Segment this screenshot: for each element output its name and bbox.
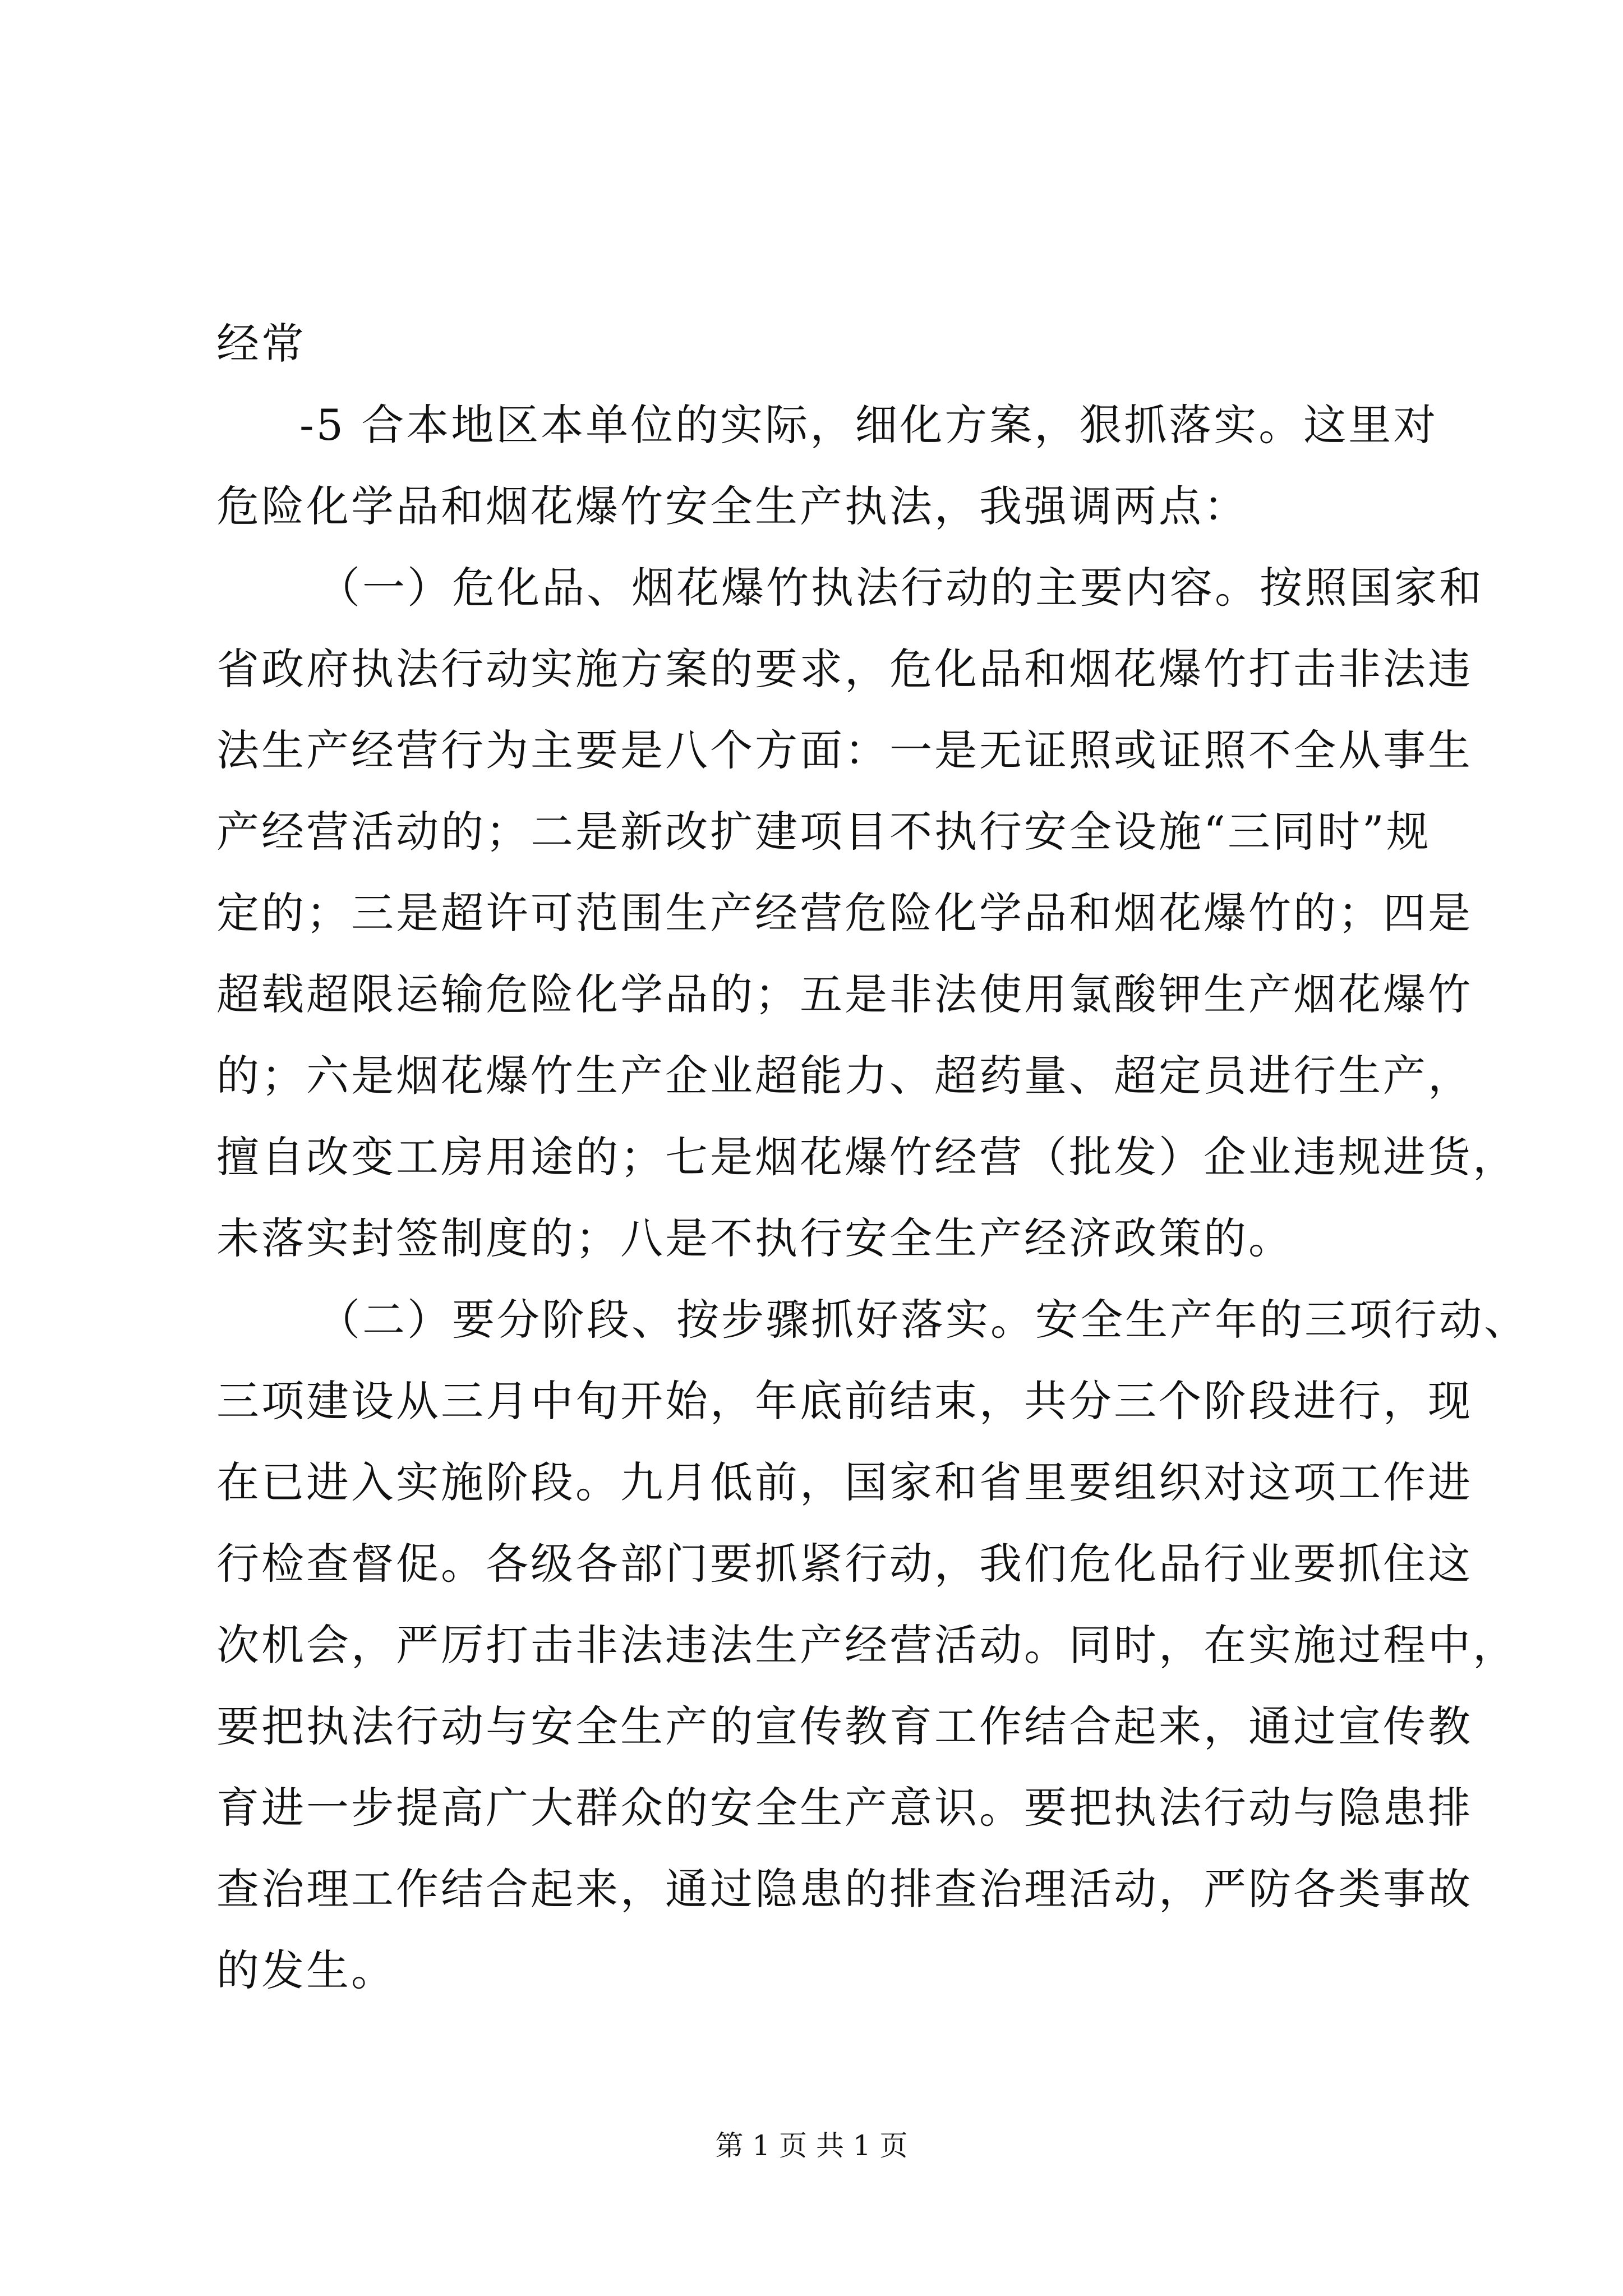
text-line: 产经营活动的；二是新改扩建项目不执行安全设施“三同时”规 — [216, 807, 1431, 857]
text-line: 省政府执法行动实施方案的要求，危化品和烟花爆竹打击非法违 — [216, 644, 1473, 694]
text-line: （二）要分阶段、按步骤抓好落实。安全生产年的三项行动、 — [317, 1295, 1529, 1345]
text-line: 未落实封签制度的；八是不执行安全生产经济政策的。 — [216, 1213, 1293, 1263]
text-line: （一）危化品、烟花爆竹执法行动的主要内容。按照国家和 — [317, 563, 1484, 613]
text-line: 行检查督促。各级各部门要抓紧行动，我们危化品行业要抓住这 — [216, 1539, 1473, 1589]
text-line: 法生产经营行为主要是八个方面：一是无证照或证照不全从事生 — [216, 725, 1473, 775]
text-line: 擅自改变工房用途的；七是烟花爆竹经营（批发）企业违规进货， — [216, 1132, 1518, 1182]
text-line: 的；六是烟花爆竹生产企业超能力、超药量、超定员进行生产， — [216, 1051, 1473, 1101]
text-line: 三项建设从三月中旬开始，年底前结束，共分三个阶段进行，现 — [216, 1376, 1473, 1426]
text-line: 定的；三是超许可范围生产经营危险化学品和烟花爆竹的；四是 — [216, 888, 1473, 938]
text-line: 的发生。 — [216, 1945, 396, 1995]
text-line: 经常 — [216, 319, 306, 369]
page-number-footer: 第 1 页 共 1 页 — [715, 2129, 908, 2162]
text-line: 要把执法行动与安全生产的宣传教育工作结合起来，通过宣传教 — [216, 1701, 1473, 1751]
text-line: -5 合本地区本单位的实际，细化方案，狠抓落实。这里对 — [299, 400, 1438, 450]
text-line: 在已进入实施阶段。九月低前，国家和省里要组织对这项工作进 — [216, 1457, 1473, 1507]
text-line: 危险化学品和烟花爆竹安全生产执法，我强调两点： — [216, 481, 1248, 531]
text-line: 超载超限运输危险化学品的；五是非法使用氯酸钾生产烟花爆竹 — [216, 969, 1473, 1019]
text-line: 次机会，严厉打击非法违法生产经营活动。同时，在实施过程中， — [216, 1620, 1518, 1670]
text-line: 查治理工作结合起来，通过隐患的排查治理活动，严防各类事故 — [216, 1864, 1473, 1914]
document-body — [216, 303, 1529, 2011]
text-line: 育进一步提高广大群众的安全生产意识。要把执法行动与隐患排 — [216, 1783, 1473, 1833]
